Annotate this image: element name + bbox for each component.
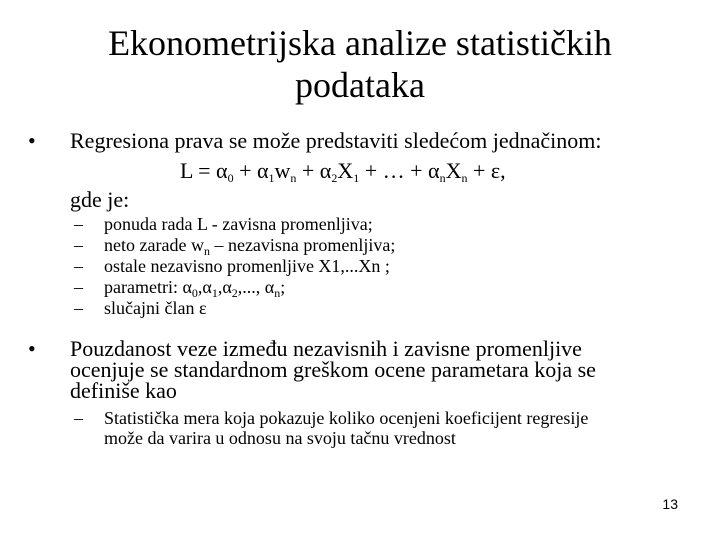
list-item: – parametri: $\alpha_0,\alpha_1,\alpha_2$,..., $\alpha_n$; [74,277,286,300]
bullet-regression-text: Regresiona prava se može predstaviti sledećom jednačinom: [70,128,602,153]
list-item: – slučajni član ε [74,298,207,318]
title-line-1: Ekonometrijska analize statističkih [108,23,612,63]
dash-mark: – [74,256,83,276]
variable-list [74,214,674,319]
slide-title [40,22,680,106]
dash-mark: – [74,235,83,255]
page-number: 13 [662,496,678,512]
bullet-reliability-text: Pouzdanost veze između nezavisnih i zavisne promenljive ocenjuje se standardnom greškom ocene parametara koja se definiše kao [70,336,596,403]
title-line-2: podataka [295,65,425,105]
list-item: – neto zarade $w_n$ – nezavisna promenljiva; [74,235,396,258]
dash-mark: – [74,277,83,297]
where-label: gde je: [70,187,130,212]
dash-mark: – [74,298,83,318]
list-item: – ponuda rada L - zavisna promenljiva; [74,214,373,234]
list-item: – ostale nezavisno promenljive X1,...Xn ; [74,256,390,276]
dash-mark: – [74,214,83,234]
dash-mark: – [74,408,83,428]
bullet-mark: • [28,128,36,153]
regression-equation: $L = \alpha_0 + \alpha_1w_n + \alpha_2X_1$ + … + $\alpha_nX_n + \varepsilon$, [180,158,506,185]
bullet-mark: • [28,336,36,361]
